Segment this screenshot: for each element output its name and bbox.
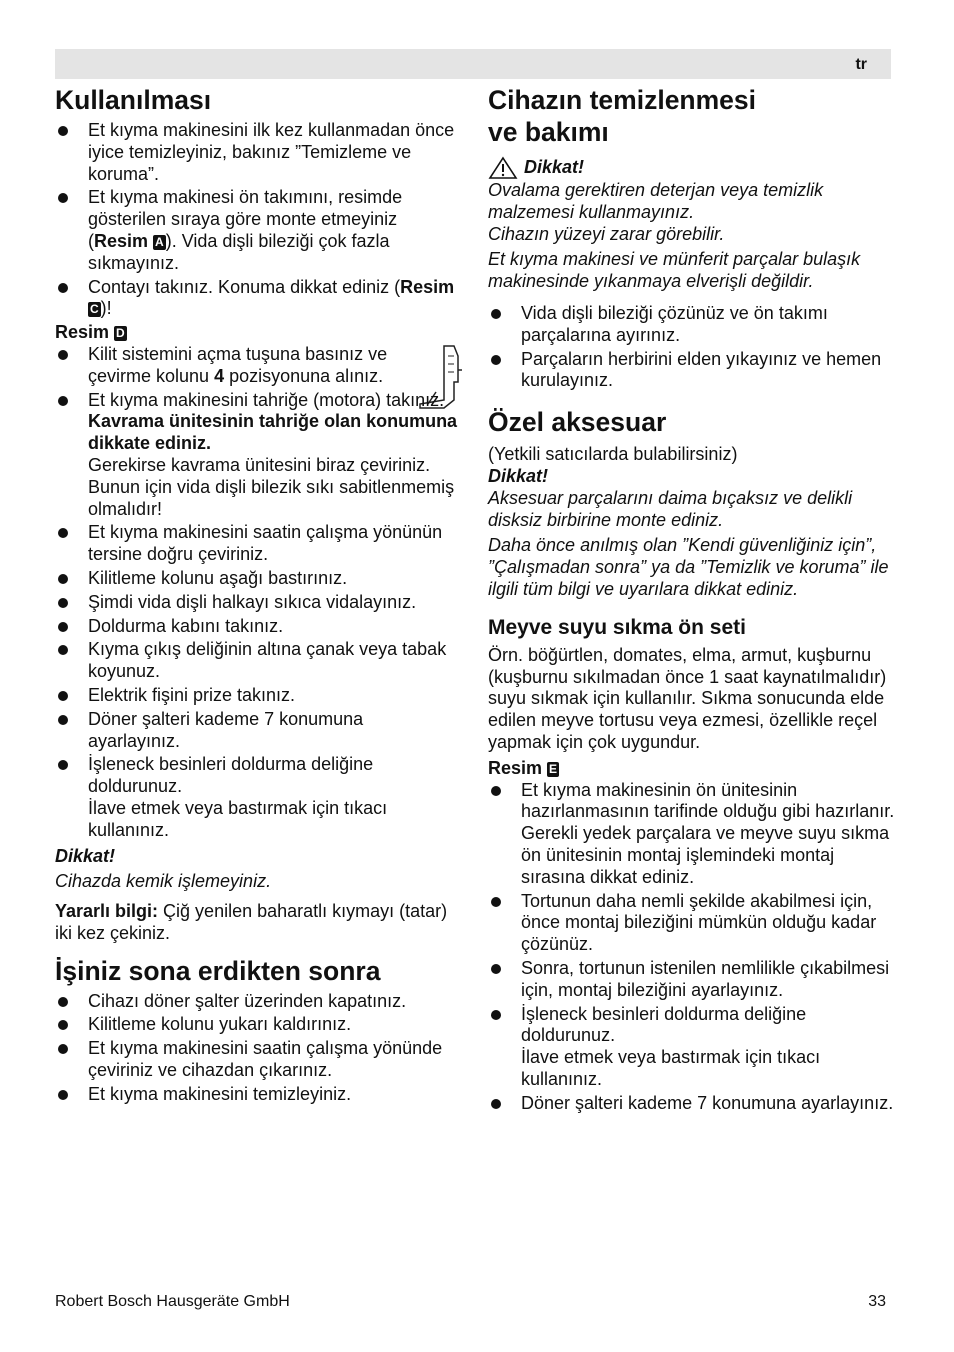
warning-triangle-icon [488, 156, 518, 180]
heading-accessories: Özel aksesuar [488, 407, 667, 438]
list-item: Tortunun daha nemli şekilde akabilmesi için, önce montaj bileziğini mümkün olduğu kadar çözünüz. [488, 891, 896, 956]
warning-label: Dikkat! [488, 465, 549, 486]
accessory-note: (Yetkili satıcılarda bulabilirsiniz) [488, 444, 738, 465]
list-item: Döner şalteri kademe 7 konumuna ayarlayınız. [488, 1093, 896, 1115]
warning-text: Daha önce anılmış olan ”Kendi güvenliğiniz için”, ”Çalışmadan sonra” ya da ”Temizlik ve koruma” ile ilgili tüm bilgi ve uyarılara dikkat ediniz. [488, 535, 889, 599]
list-item: Şimdi vida dişli halkayı sıkıca vidalayınız. [55, 592, 460, 614]
list-item: Kilit sistemini açma tuşuna basınız ve çevirme kolunu 4 pozisyonuna alınız. [55, 344, 460, 388]
list-item: Et kıyma makinesini saatin çalışma yönünde çeviriniz ve cihazdan çıkarınız. [55, 1038, 460, 1082]
after-use-list [55, 991, 460, 1106]
list-item: Parçaların herbirini elden yıkayınız ve hemen kurulayınız. [488, 349, 896, 393]
figure-label-d: Resim D [55, 322, 125, 343]
figure-ref-badge: C [90, 302, 99, 317]
warning-label: Dikkat! [55, 845, 116, 866]
list-item: Kıyma çıkış deliğinin altına çanak veya tabak koyunuz. [55, 639, 460, 683]
list-item: Döner şalteri kademe 7 konumuna ayarlayınız. [55, 709, 460, 753]
list-item: Kilitleme kolunu yukarı kaldırınız. [55, 1014, 460, 1036]
tip-paragraph: Yararlı bilgi: Çiğ yenilen baharatlı kıymayı (tatar) iki kez çekiniz. [55, 901, 448, 943]
list-item: Kilitleme kolunu aşağı bastırınız. [55, 568, 460, 590]
footer-company: Robert Bosch Hausgeräte GmbH [55, 1293, 290, 1310]
usage-list [55, 120, 460, 320]
figure-ref-badge: E [549, 761, 558, 776]
list-item: Cihazı döner şalter üzerinden kapatınız. [55, 991, 460, 1013]
heading-cleaning: Cihazın temizlenmesi ve bakımı [488, 85, 757, 147]
warning-label: Dikkat! [524, 157, 585, 178]
warning-text: Aksesuar parçalarını daima bıçaksız ve delikli disksiz birbirine monte ediniz. [488, 487, 853, 530]
list-item: Vida dişli bileziği çözünüz ve ön takımı parçalarına ayırınız. [488, 303, 896, 347]
list-item: Et kıyma makinesini temizleyiniz. [55, 1084, 460, 1106]
cleaning-list [488, 303, 896, 392]
juicer-steps-list [488, 780, 896, 1115]
list-item: Et kıyma makinesinin ön ünitesinin hazırlanmasının tarifinde olduğu gibi hazırlanır. Gerekli yedek parçalara ve meyve suyu sıkma ön ünitesinin montaj işlemindeki montaj sırasına dikkat ediniz. [488, 780, 896, 889]
warning-text: Cihazda kemik işlemeyiniz. [55, 871, 272, 892]
list-item: İşleneck besinleri doldurma deliğine doldurunuz. İlave etmek veya bastırmak için tıkacı kullanınız. [55, 754, 460, 841]
right-column [488, 84, 896, 1116]
figure-label-e: Resim E [488, 757, 558, 778]
list-item: Contayı takınız. Konuma dikkat ediniz (Resim C )! [55, 277, 460, 321]
language-code: tr [855, 56, 867, 73]
steps-list [55, 344, 460, 842]
heading-usage: Kullanılması [55, 85, 212, 115]
list-item: Doldurma kabını takınız. [55, 616, 460, 638]
figure-ref-badge: A [155, 234, 164, 249]
warning-text: Cihazın yüzeyi zarar görebilir. [488, 223, 725, 244]
list-item: Et kıyma makinesi ön takımını, resimde gösterilen sıraya göre monte etmeyiniz (Resim A ). Vida dişli bileziği çok fazla sıkmayınız. [55, 187, 460, 274]
list-item: İşleneck besinleri doldurma deliğine doldurunuz. İlave etmek veya bastırmak için tıkacı kullanınız. [488, 1004, 896, 1091]
list-item: Sonra, tortunun istenilen nemlilikle çıkabilmesi için, montaj bileziğini ayarlayınız. [488, 958, 896, 1002]
heading-after-use: İşiniz sona erdikten sonra [55, 955, 381, 986]
page-number: 33 [868, 1293, 886, 1310]
warning-row [488, 156, 896, 180]
list-item: Et kıyma makinesini tahriğe (motora) takınız. Kavrama ünitesinin tahriğe olan konumuna dikkate ediniz. Gerekirse kavrama ünitesini biraz çeviriniz. Bunun için vida dişli bilezik sıkı sabitlenmemiş olmalıdır! [55, 390, 460, 521]
figure-ref-badge: D [116, 326, 125, 341]
list-item: Et kıyma makinesini ilk kez kullanmadan önce iyice temizleyiniz, bakınız ”Temizleme ve koruma”. [55, 120, 460, 185]
heading-juicer: Meyve suyu sıkma ön seti [488, 615, 746, 639]
juicer-description: Örn. böğürtlen, domates, elma, armut, kuşburnu (kuşburnu sıkılmadan önce 1 saat kaynatılmalıdır) suyu sıkmak için kullanılır. Sıkma sonucunda elde edilen meyve tortusu veya ezmesi, özellikle reçel yapmak için çok uygundur. [488, 644, 887, 752]
warning-text: Et kıyma makinesi ve münferit parçalar bulaşık makinesinde yıkanmaya elverişli değildir. [488, 249, 861, 292]
warning-text: Ovalama gerektiren deterjan veya temizlik malzemesi kullanmayınız. [488, 180, 824, 222]
list-item: Elektrik fişini prize takınız. [55, 685, 460, 707]
header-bar [55, 49, 891, 79]
left-column [55, 84, 460, 1108]
list-item: Et kıyma makinesini saatin çalışma yönünün tersine doğru çeviriniz. [55, 522, 460, 566]
